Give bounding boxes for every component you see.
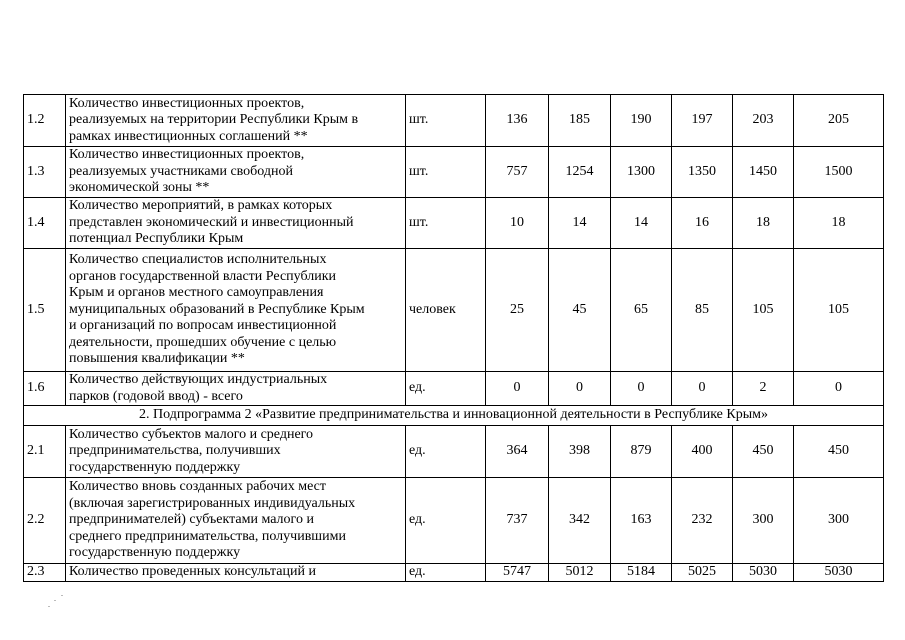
- value-cell: 25: [486, 249, 549, 372]
- indicators-table: [23, 94, 884, 582]
- description-line: среднего предпринимательства, получившими: [69, 528, 346, 544]
- value-cell: 450: [794, 426, 884, 478]
- description-line: реализуемых на территории Республики Крым в: [69, 112, 359, 128]
- table-row: [24, 198, 884, 249]
- description-line: Крым и органов местного самоуправления: [69, 285, 324, 301]
- row-number: 1.6: [24, 372, 66, 406]
- value-cell: 197: [672, 95, 733, 147]
- description-line: экономической зоны **: [69, 180, 210, 196]
- description-line: государственную поддержку: [69, 459, 241, 475]
- value-cell: 1350: [672, 147, 733, 198]
- scan-marks: [48, 594, 78, 614]
- description-line: Количество субъектов малого и среднего: [69, 426, 314, 442]
- value-cell: 1254: [549, 147, 611, 198]
- row-number: 2.3: [24, 564, 66, 582]
- indicator-description: [66, 478, 406, 564]
- description-line: деятельности, прошедших обучение с целью: [69, 334, 337, 350]
- value-cell: 5025: [672, 564, 733, 582]
- value-cell: 757: [486, 147, 549, 198]
- value-cell: 232: [672, 478, 733, 564]
- description-line: предпринимательства, получивших: [69, 443, 281, 459]
- table-row: [24, 564, 884, 582]
- unit-cell: шт.: [406, 95, 486, 147]
- table-row: [24, 249, 884, 372]
- value-cell: 879: [611, 426, 672, 478]
- unit-cell: шт.: [406, 198, 486, 249]
- indicator-description: [66, 372, 406, 406]
- value-cell: 5184: [611, 564, 672, 582]
- value-cell: 450: [733, 426, 794, 478]
- value-cell: 190: [611, 95, 672, 147]
- indicator-description: [66, 198, 406, 249]
- value-cell: 185: [549, 95, 611, 147]
- value-cell: 737: [486, 478, 549, 564]
- value-cell: 0: [672, 372, 733, 406]
- unit-cell: ед.: [406, 564, 486, 582]
- value-cell: 0: [549, 372, 611, 406]
- description-line: муниципальных образований в Республике Крым: [69, 301, 365, 317]
- unit-cell: человек: [406, 249, 486, 372]
- table-body: [24, 95, 884, 582]
- row-number: 1.3: [24, 147, 66, 198]
- section-row: [24, 406, 884, 426]
- description-line: Количество вновь созданных рабочих мест: [69, 479, 326, 495]
- value-cell: 105: [794, 249, 884, 372]
- value-cell: 364: [486, 426, 549, 478]
- table-row: [24, 95, 884, 147]
- table-row: [24, 478, 884, 564]
- value-cell: 0: [486, 372, 549, 406]
- value-cell: 16: [672, 198, 733, 249]
- value-cell: 163: [611, 478, 672, 564]
- description-line: Количество действующих индустриальных: [69, 372, 328, 387]
- description-line: (включая зарегистрированных индивидуальных: [69, 495, 356, 511]
- unit-cell: ед.: [406, 372, 486, 406]
- description-line: государственную поддержку: [69, 545, 241, 561]
- description-line: предпринимателей) субъектами малого и: [69, 512, 314, 528]
- value-cell: 105: [733, 249, 794, 372]
- description-line: Количество мероприятий, в рамках которых: [69, 198, 333, 214]
- value-cell: 1500: [794, 147, 884, 198]
- description-line: рамках инвестиционных соглашений **: [69, 128, 308, 144]
- description-line: парков (годовой ввод) - всего: [69, 388, 243, 404]
- value-cell: 5012: [549, 564, 611, 582]
- description-line: реализуемых участниками свободной: [69, 163, 294, 179]
- description-line: повышения квалификации **: [69, 351, 245, 367]
- value-cell: 342: [549, 478, 611, 564]
- table-row: [24, 147, 884, 198]
- value-cell: 14: [611, 198, 672, 249]
- value-cell: 400: [672, 426, 733, 478]
- description-line: Количество инвестиционных проектов,: [69, 95, 305, 111]
- table-row: [24, 372, 884, 406]
- value-cell: 136: [486, 95, 549, 147]
- value-cell: 0: [794, 372, 884, 406]
- value-cell: 300: [794, 478, 884, 564]
- value-cell: 18: [794, 198, 884, 249]
- value-cell: 85: [672, 249, 733, 372]
- description-line: Количество специалистов исполнительных: [69, 252, 327, 268]
- value-cell: 1450: [733, 147, 794, 198]
- description-line: Количество проведенных консультаций и: [69, 564, 316, 579]
- value-cell: 18: [733, 198, 794, 249]
- value-cell: 10: [486, 198, 549, 249]
- value-cell: 45: [549, 249, 611, 372]
- row-number: 2.1: [24, 426, 66, 478]
- description-line: представлен экономический и инвестиционный: [69, 214, 354, 230]
- unit-cell: ед.: [406, 478, 486, 564]
- value-cell: 0: [611, 372, 672, 406]
- row-number: 1.5: [24, 249, 66, 372]
- indicator-description: [66, 564, 406, 582]
- unit-cell: шт.: [406, 147, 486, 198]
- indicator-description: [66, 426, 406, 478]
- row-number: 1.4: [24, 198, 66, 249]
- table-row: [24, 426, 884, 478]
- section-title: 2. Подпрограмма 2 «Развитие предпринимательства и инновационной деятельности в Республике Крым»: [24, 406, 884, 426]
- description-line: и организаций по вопросам инвестиционной: [69, 318, 337, 334]
- value-cell: 398: [549, 426, 611, 478]
- value-cell: 1300: [611, 147, 672, 198]
- value-cell: 14: [549, 198, 611, 249]
- indicator-description: [66, 95, 406, 147]
- value-cell: 205: [794, 95, 884, 147]
- row-number: 2.2: [24, 478, 66, 564]
- indicator-description: [66, 249, 406, 372]
- unit-cell: ед.: [406, 426, 486, 478]
- value-cell: 300: [733, 478, 794, 564]
- row-number: 1.2: [24, 95, 66, 147]
- description-line: органов государственной власти Республики: [69, 268, 337, 284]
- description-line: потенциал Республики Крым: [69, 231, 244, 247]
- description-line: Количество инвестиционных проектов,: [69, 147, 305, 163]
- value-cell: 5030: [733, 564, 794, 582]
- value-cell: 203: [733, 95, 794, 147]
- value-cell: 65: [611, 249, 672, 372]
- value-cell: 2: [733, 372, 794, 406]
- value-cell: 5747: [486, 564, 549, 582]
- value-cell: 5030: [794, 564, 884, 582]
- indicator-description: [66, 147, 406, 198]
